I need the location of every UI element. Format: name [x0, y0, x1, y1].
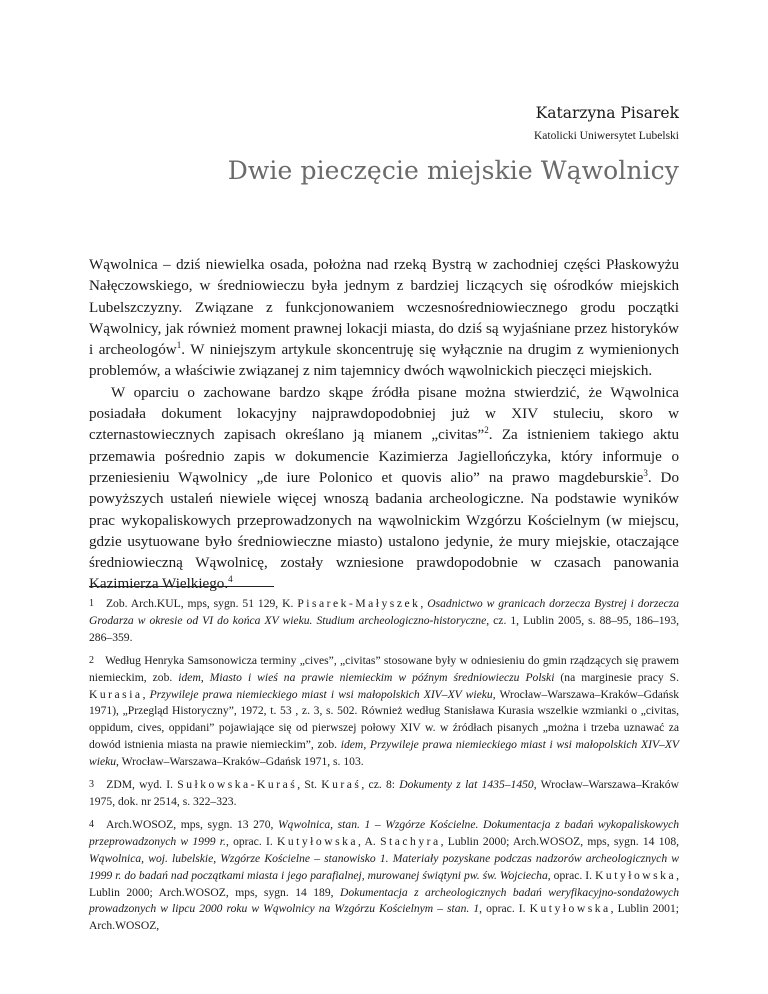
author-affiliation: Katolicki Uniwersytet Lubelski: [534, 130, 679, 142]
footnote-1: 1 Zob. Arch.KUL, mps, sygn. 51 129, K. Pisarek-Małyszek, Osadnictwo w granicach dorzecza Bystrej i dorzecza Grodarza w okresie od VI do końca XV wieku. Studium archeologiczno-historyczne, cz. 1, Lublin 2005, s. 88–95, 186–193, 286–359.: [89, 597, 680, 644]
author-name: Katarzyna Pisarek: [535, 104, 679, 122]
paragraph-2: W oparciu o zachowane bardzo skąpe źródła pisane można stwierdzić, że Wąwolnica posiadała dokument lokacyjny najprawdopodobniej już w XIV stuleciu, skoro w czternastowiecznych zapisach określano ją mianem „civitas”$^2$. Za istnieniem takiego aktu przemawia pośrednio zapis w dokumencie Kazimierza Jagiellończyka, który informuje o przeniesieniu Wąwolnicy „de iure Polonico et quovis alio” na prawo magdeburskie$^3$. Do powyższych ustaleń niewiele więcej wnoszą badania archeologiczne. Na podstawie wyników prac wykopaliskowych przeprowadzonych na wąwolnickim Wzgórzu Kościelnym (w miejscu, gdzie usytuowane było średniowieczne miasto) ustalono jedynie, że mury miejskie, otaczające średniowieczną Wąwolnicę, zostały wzniesione prawdopodobnie w czasach panowania Kazimierza Wielkiego.$^4$: [89, 384, 679, 593]
footnotes: [89, 596, 679, 941]
footnote-2: 2 Według Henryka Samsonowicza terminy „cives”, „civitas” stosowane były w odniesieniu do gmin rządzących się prawem niemieckim, zob. idem, Miasto i wieś na prawie niemieckim w późnym średniowieczu Polski (na marginesie pracy S. Kurasia, Przywileje prawa niemieckiego miast i wsi małopolskich XIV–XV wieku, Wrocław–Warszawa–Kraków–Gdańsk 1971), „Przegląd Historyczny”, 1972, t. 53 , z. 3, s. 502. Również według Stanisława Kurasia wszelkie wzmianki o „civitas, oppidum, cives, oppidani” pojawiające się od pierwszej połowy XIV w. w źródłach pisanych „można i trzeba uznawać za dowód istnienia miasta na prawie niemieckim”, zob. idem, Przywileje prawa niemieckiego miast i wsi małopolskich XIV–XV wieku, Wrocław–Warszawa–Kraków–Gdańsk 1971, s. 103.: [89, 653, 680, 769]
article-title: Dwie pieczęcie miejskie Wąwolnicy: [227, 156, 679, 185]
footnote-separator: [89, 586, 274, 587]
paragraph-1: Wąwolnica – dziś niewielka osada, położna nad rzeką Bystrą w zachodniej części Płaskowyżu Nałęczowskiego, w średniowieczu była jednym z bardziej liczących się ośrodków miejskich Lubelszczyzny. Związane z funkcjonowaniem wczesnośredniowiecznego grodu początki Wąwolnicy, jak również moment prawnej lokacji miasta, do dziś są wyjaśniane przez historyków i archeologów$^1$. W niniejszym artykule skoncentruję się wyłącznie na drugim z wymienionych problemów, a właściwie związanej z nim tajemnicy dwóch wąwolnickich pieczęci miejskich.: [89, 257, 680, 380]
footnote-ref-4[interactable]: 4: [228, 574, 233, 585]
article-body: [89, 255, 679, 596]
footnote-ref-3[interactable]: 3: [643, 467, 648, 478]
footnote-4: 4 Arch.WOSOZ, mps, sygn. 13 270, Wąwolnica, stan. 1 – Wzgórze Kościelne. Dokumentacja z badań wykopaliskowych przeprowadzonych w 1999 r., oprac. I. Kutyłowska, A. Stachyra, Lublin 2000; Arch.WOSOZ, mps, sygn. 14 108, Wąwolnica, woj. lubelskie, Wzgórze Kościelne – stanowisko 1. Materiały pozyskane podczas nadzorów archeologicznych w 1999 r. do badań nad początkami miasta i jego parafialnej, murowanej świątyni pw. św. Wojciecha, oprac. I. Kutyłowska, Lublin 2000; Arch.WOSOZ, mps, sygn. 14 189, Dokumentacja z archeologicznych badań weryfikacyjno-sondażowych prowadzonych w lipcu 2000 roku w Wąwolnicy na Wzgórzu Kościelnym – stan. 1, oprac. I. Kutyłowska, Lublin 2001; Arch.WOSOZ,: [89, 817, 680, 933]
footnote-3: 3 ZDM, wyd. I. Sułkowska-Kuraś, St. Kuraś, cz. 8: Dokumenty z lat 1435–1450, Wrocław–Warszawa–Kraków 1975, dok. nr 2514, s. 322–323.: [89, 778, 679, 808]
footnote-ref-2[interactable]: 2: [484, 425, 489, 436]
footnote-ref-1[interactable]: 1: [176, 340, 182, 351]
